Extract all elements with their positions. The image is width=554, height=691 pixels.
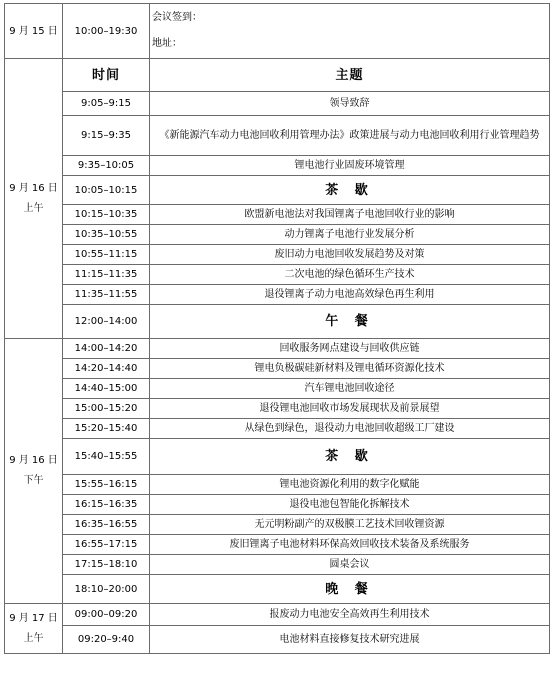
- agenda-row: [5, 205, 550, 225]
- agenda-row: [5, 575, 550, 604]
- agenda-row: [5, 555, 550, 575]
- agenda-row: [5, 379, 550, 399]
- session-time: 15:40–15:55: [63, 439, 150, 475]
- session-topic: 报废动力电池安全高效再生利用技术: [150, 604, 550, 626]
- session-time: 10:55–11:15: [63, 245, 150, 265]
- day3-date-cell: [5, 604, 63, 654]
- session-topic: 动力锂离子电池行业发展分析: [150, 225, 550, 245]
- registration-date: 9 月 15 日: [5, 4, 63, 59]
- session-topic: 汽车锂电池回收途径: [150, 379, 550, 399]
- session-time: 16:55–17:15: [63, 535, 150, 555]
- session-time: 09:00–09:20: [63, 604, 150, 626]
- session-time: 14:00–14:20: [63, 339, 150, 359]
- session-time: 16:15–16:35: [63, 495, 150, 515]
- agenda-row: [5, 535, 550, 555]
- session-time: 15:55–16:15: [63, 475, 150, 495]
- address-label: 地址：: [152, 38, 182, 49]
- agenda-row: [5, 305, 550, 339]
- session-topic: 废旧动力电池回收发展趋势及对策: [150, 245, 550, 265]
- session-topic: 圆桌会议: [150, 555, 550, 575]
- day3-period: 上午: [23, 632, 44, 644]
- session-topic: 从绿色到绿色，退役动力电池回收超级工厂建设: [150, 419, 550, 439]
- break-label: 茶 歇: [150, 439, 550, 475]
- session-topic: 二次电池的绿色循环生产技术: [150, 265, 550, 285]
- afternoon-period: 下午: [23, 475, 44, 486]
- session-time: 17:15–18:10: [63, 555, 150, 575]
- session-time: 10:35–10:55: [63, 225, 150, 245]
- agenda-row: [5, 339, 550, 359]
- registration-info: [150, 4, 550, 59]
- session-topic: 《新能源汽车动力电池回收利用管理办法》政策进展与动力电池回收利用行业管理趋势: [150, 116, 550, 156]
- session-time: 10:15–10:35: [63, 205, 150, 225]
- session-time: 11:15–11:35: [63, 265, 150, 285]
- session-time: 18:10–20:00: [63, 575, 150, 604]
- agenda-row: [5, 604, 550, 626]
- agenda-row: [5, 285, 550, 305]
- agenda-table: [4, 3, 550, 654]
- session-topic: 回收服务网点建设与回收供应链: [150, 339, 550, 359]
- agenda-row: [5, 399, 550, 419]
- afternoon-date: 9 月 16 日: [9, 455, 58, 466]
- agenda-row: [5, 156, 550, 176]
- break-label: 晚 餐: [150, 575, 550, 604]
- agenda-row: [5, 265, 550, 285]
- session-topic: 领导致辞: [150, 92, 550, 116]
- agenda-row: [5, 475, 550, 495]
- agenda-row: [5, 495, 550, 515]
- session-time: 9:35–10:05: [63, 156, 150, 176]
- session-topic: 锂电池资源化利用的数字化赋能: [150, 475, 550, 495]
- registration-time: 10:00–19:30: [63, 4, 150, 59]
- session-time: 09:20–9:40: [63, 626, 150, 654]
- session-time: 11:35–11:55: [63, 285, 150, 305]
- agenda-row: [5, 626, 550, 654]
- agenda-row: [5, 515, 550, 535]
- session-time: 9:05–9:15: [63, 92, 150, 116]
- header-row: [5, 59, 550, 92]
- header-topic: 主题: [150, 59, 550, 92]
- session-time: 16:35–16:55: [63, 515, 150, 535]
- session-topic: 电池材料直接修复技术研究进展: [150, 626, 550, 654]
- registration-row: [5, 4, 550, 59]
- session-topic: 退役电池包智能化拆解技术: [150, 495, 550, 515]
- session-time: 15:00–15:20: [63, 399, 150, 419]
- agenda-row: [5, 176, 550, 205]
- agenda-row: [5, 116, 550, 156]
- agenda-row: [5, 419, 550, 439]
- session-topic: 无元明粉副产的双极膜工艺技术回收锂资源: [150, 515, 550, 535]
- morning-date: 9 月 16 日: [9, 182, 58, 194]
- agenda-body: [5, 4, 550, 654]
- session-time: 14:20–14:40: [63, 359, 150, 379]
- afternoon-date-cell: [5, 339, 63, 604]
- session-time: 14:40–15:00: [63, 379, 150, 399]
- break-label: 茶 歇: [150, 176, 550, 205]
- session-time: 10:05–10:15: [63, 176, 150, 205]
- session-topic: 锂电池行业固废环境管理: [150, 156, 550, 176]
- session-topic: 废旧锂离子电池材料环保高效回收技术装备及系统服务: [150, 535, 550, 555]
- session-topic: 锂电负极碳硅新材料及锂电循环资源化技术: [150, 359, 550, 379]
- agenda-row: [5, 245, 550, 265]
- session-topic: 欧盟新电池法对我国锂离子电池回收行业的影响: [150, 205, 550, 225]
- checkin-label: 会议签到：: [152, 12, 202, 23]
- break-label: 午 餐: [150, 305, 550, 339]
- day3-date: 9 月 17 日: [9, 612, 58, 624]
- session-time: 12:00–14:00: [63, 305, 150, 339]
- agenda-row: [5, 92, 550, 116]
- session-time: 9:15–9:35: [63, 116, 150, 156]
- session-topic: 退役锂电池回收市场发展现状及前景展望: [150, 399, 550, 419]
- agenda-row: [5, 439, 550, 475]
- session-topic: 退役锂离子动力电池高效绿色再生利用: [150, 285, 550, 305]
- agenda-row: [5, 359, 550, 379]
- session-time: 15:20–15:40: [63, 419, 150, 439]
- agenda-row: [5, 225, 550, 245]
- header-time: 时间: [63, 59, 150, 92]
- morning-date-cell: [5, 59, 63, 339]
- morning-period: 上午: [23, 202, 44, 214]
